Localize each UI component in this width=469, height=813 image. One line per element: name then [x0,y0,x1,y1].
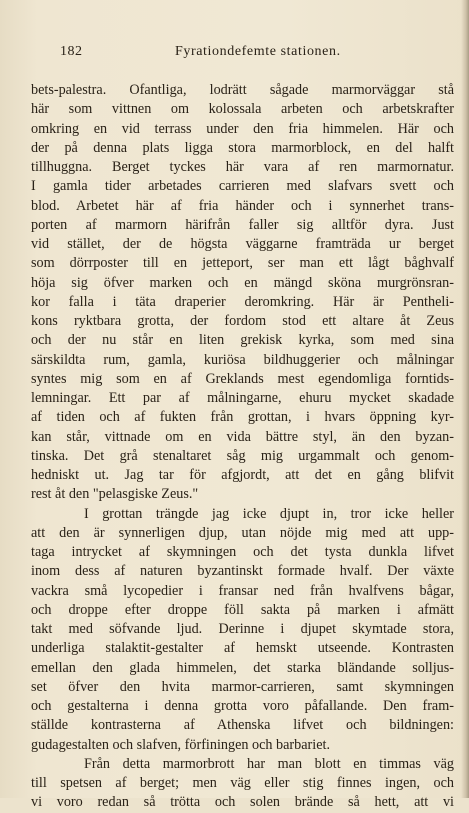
text-line: och droppe efter droppe föll sakta på marken i afmätt [31,601,454,618]
text-line: I gamla tider arbetades carrieren med slafvars svett och [31,178,454,195]
text-line: kor falla i täta draperier deromkring. Här är Pentheli- [31,293,454,310]
text-line: till spetsen af berget; men väg eller stig finnes ingen, och [31,775,454,791]
text-line: och der nu står en liten grekisk kyrka, som med sina [31,332,454,349]
text-line: höja sig öfver marken och en mängd sköna murgrönsran- [31,274,454,291]
page-edge-shadow [461,0,469,798]
text-line: porten af marmorn härifrån faller sig alltför dyra. Just [31,216,454,233]
paragraph-start-line: Från detta marmorbrott har man blott en timmas väg [84,755,454,772]
text-line: set öfver den hvita marmor-carrieren, samt skymningen [31,678,454,695]
text-line: vackra små lycopedier i fransar ned från hvalfvens bågar, [31,582,454,599]
text-line: att den är synnerligen djup, utan nöjde mig med att upp- [31,524,454,541]
text-line: tillhuggna. Berget tyckes här vara af ren marmornatur. [31,159,454,175]
text-line: som dörrposter till en jetteport, ser man ett lågt båghvalf [31,255,454,272]
page-number: 182 [60,44,83,59]
text-line: tinska. Det grå stenaltaret såg mig urgammalt och genom- [31,447,454,464]
text-line: af tiden och af fukten från grottan, i hvars öppning kyr- [31,409,454,426]
text-line: hedniskt ut. Jag tar för afgjordt, att det en gång blifvit [31,467,454,483]
text-line: omkring en vid terrass under den fria himmelen. Här och [31,120,454,137]
text-line: underliga stalaktit-gestalter af hemskt utseende. Kontrasten [31,640,454,657]
text-line: ställde kontrasterna af Athenska lifvet och bildningen: [31,717,454,734]
text-line: vid stället, der de högsta väggarne framträda ur berget [31,236,454,252]
text-line: taga intrycket af skymningen och det tysta dunkla lifvet [31,544,454,560]
text-line: inom dess af naturen byzantinskt formade hvalf. Der växte [31,563,454,580]
text-line: kons ryktbara grotta, der fordom stod ett altare åt Zeus [31,313,454,329]
text-line: särskildta rum, gamla, kuriösa bildhuggerier och målningar [31,351,454,368]
body-text [31,81,454,813]
text-line: emellan den glada himmelen, det starka bländande solljus- [31,659,454,676]
text-line: blod. Arbetet här af fria händer och i synnerhet trans- [31,197,454,214]
text-line: kan står, vittnade om en vida bättre styl, än den byzan- [31,428,454,445]
text-line: och gestalterna i denna grotta voro påfallande. Den fram- [31,698,454,714]
text-line: der på denna plats ligga stora marmorblock, en del halft [31,139,454,156]
text-line: takt med söfvande ljud. Derinne i djupet skymtade stora, [31,621,454,637]
text-line: bets-palestra. Ofantliga, lodrätt sågade marmorväggar stå [31,82,454,98]
text-line: vi voro redan så trötta och solen brände så hett, att vi [31,794,454,811]
paragraph-end-line: rest åt den "pelasgiske Zeus." [31,486,199,503]
paragraph-start-line: I grottan trängde jag icke djupt in, tror icke heller [84,505,454,522]
page-header [60,44,455,64]
running-head: Fyrationdefemte stationen. [175,44,341,59]
text-line: lemningar. Ett par af målningarne, ehuru mycket skadade [31,390,454,406]
text-line: här som vittnen om kolossala arbeten och arbetskrafter [31,101,454,118]
paragraph-end-line: gudagestalten och slafven, förfiningen och barbariet. [31,736,331,753]
text-line: syntes mig som en af Greklands mest egendomliga forntids- [31,370,454,387]
